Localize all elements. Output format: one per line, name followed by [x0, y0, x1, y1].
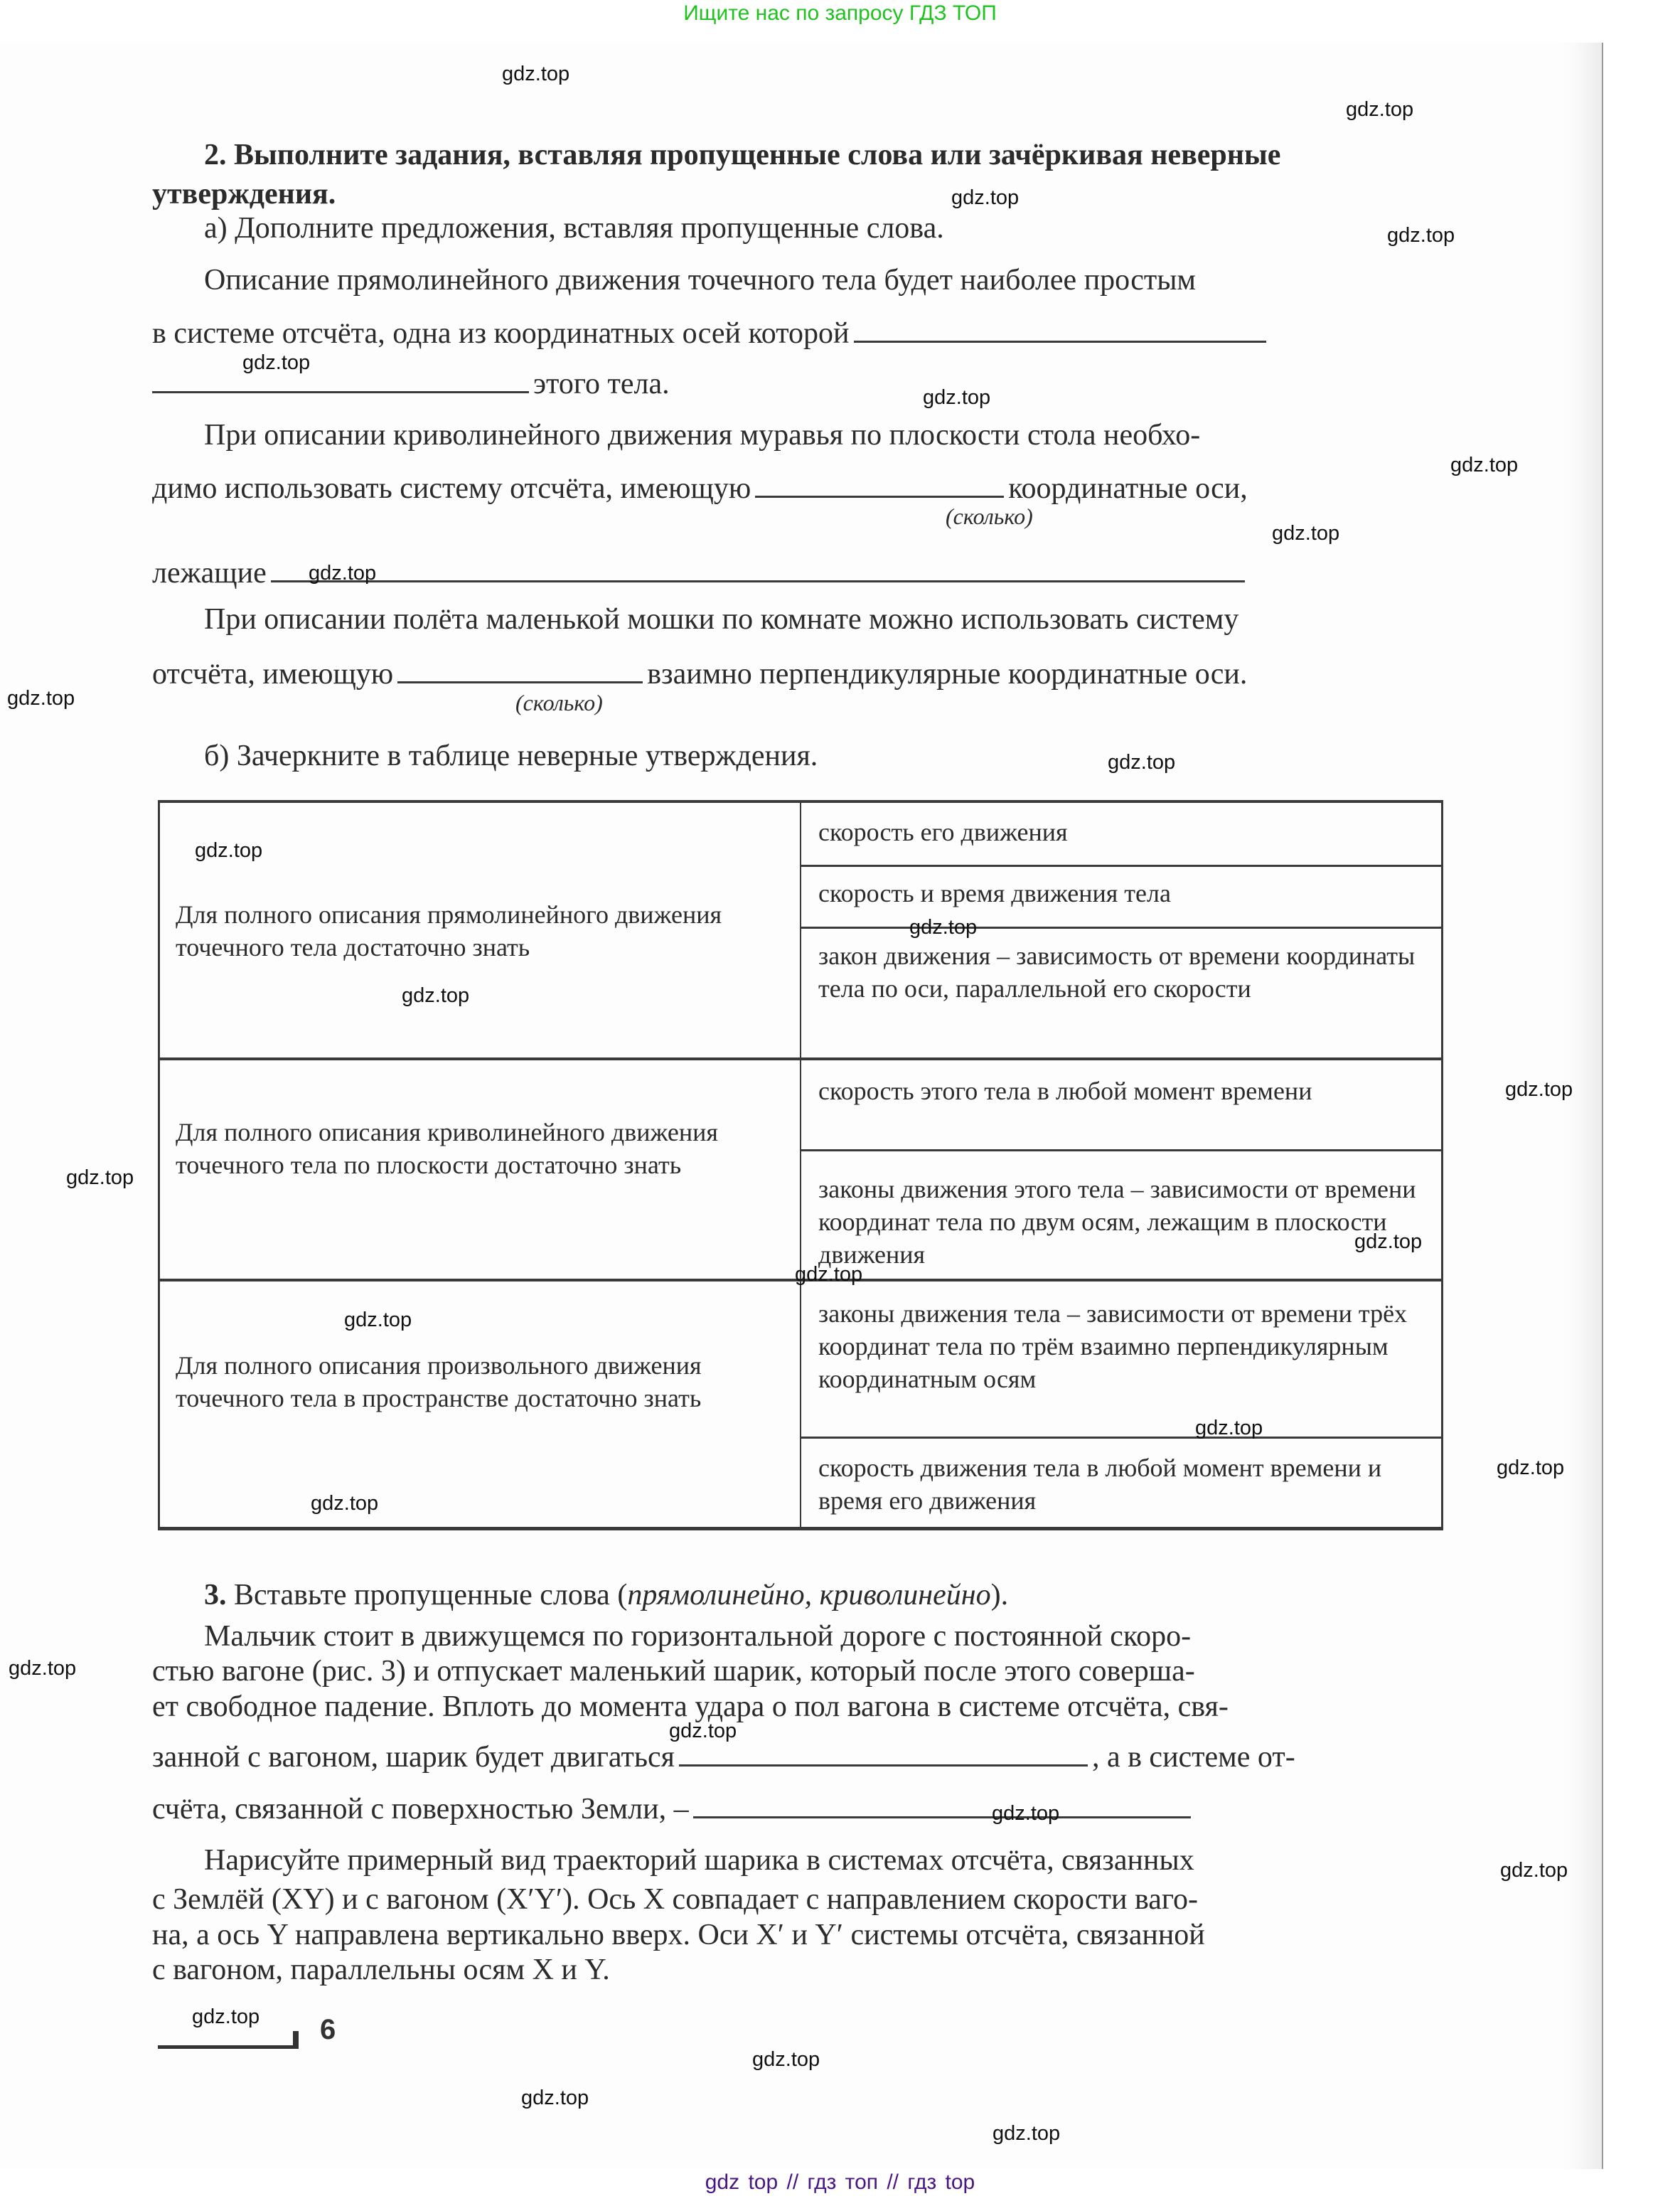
watermark: gdz.top	[502, 63, 570, 85]
watermark: gdz.top	[992, 1802, 1060, 1825]
watermark: gdz.top	[1108, 751, 1176, 774]
answer-blank-axis[interactable]	[854, 316, 1266, 343]
task3-line2: стью вагоне (рис. 3) и отпускает маленький шарик, который после этого соверша-	[152, 1655, 1195, 1688]
table-subrow-divider	[800, 1437, 1441, 1439]
watermark: gdz.top	[7, 687, 75, 710]
watermark: gdz.top	[402, 984, 470, 1007]
table-row-statement: Для полного описания произвольного движения точечного тела в пространстве достаточно знать	[176, 1351, 702, 1412]
task2-title-line2: утверждения.	[152, 178, 336, 211]
watermark: gdz.top	[1387, 224, 1455, 247]
bottom-banner: gdz top // гдз топ // гдз top	[705, 2170, 975, 2194]
hint-how-many-2: (сколько)	[515, 690, 603, 715]
p1-line3: этого тела.	[152, 367, 670, 401]
answer-blank-lying[interactable]	[271, 556, 1245, 582]
watermark: gdz.top	[1450, 454, 1519, 476]
watermark: gdz.top	[795, 1263, 863, 1286]
table-subrow-divider	[800, 927, 1441, 929]
task3-number: 3.	[204, 1579, 227, 1611]
table-option[interactable]: скорость его движения	[818, 818, 1068, 846]
task3-draw-line4: с вагоном, параллельны осям X и Y.	[152, 1954, 610, 1986]
watermark: gdz.top	[66, 1166, 134, 1189]
watermark: gdz.top	[9, 1657, 77, 1680]
task3-draw-line1: Нарисуйте примерный вид траекторий шарика в системах отсчёта, связанных	[204, 1844, 1194, 1877]
table-option[interactable]: законы движения тела – зависимости от времени трёх координат тела по трём взаимно перпендикулярным координатным осям	[818, 1299, 1408, 1393]
watermark: gdz.top	[1272, 522, 1340, 545]
watermark: gdz.top	[195, 839, 263, 862]
table-row-statement: Для полного описания прямолинейного движения точечного тела достаточно знать	[176, 900, 722, 961]
p3-line1: При описании полёта маленькой мошки по комнате можно использовать систему	[204, 603, 1239, 636]
task3-draw-line3: на, а ось Y направлена вертикально вверх. Оси X′ и Y′ системы отсчёта, связанной	[152, 1919, 1205, 1951]
answer-blank-count-2d[interactable]	[755, 471, 1004, 498]
task2-part-b: б) Зачеркните в таблице неверные утверждения.	[204, 740, 818, 772]
page-number: 6	[320, 2014, 336, 2045]
watermark: gdz.top	[1195, 1417, 1263, 1439]
p1-line1: Описание прямолинейного движения точечного тела будет наиболее простым	[204, 264, 1197, 297]
table-option[interactable]: закон движения – зависимость от времени координаты тела по оси, параллельной его скорости	[818, 942, 1416, 1003]
watermark: gdz.top	[1500, 1859, 1568, 1882]
p1-line2: в системе отсчёта, одна из координатных осей которой	[152, 316, 1270, 351]
watermark: gdz.top	[1505, 1078, 1573, 1101]
answer-blank-wagon-frame[interactable]	[679, 1740, 1088, 1767]
table-option[interactable]: скорость этого тела в любой момент времени	[818, 1077, 1312, 1105]
watermark: gdz.top	[309, 562, 377, 585]
watermark: gdz.top	[1354, 1230, 1423, 1253]
watermark: gdz.top	[344, 1309, 412, 1331]
p2-line3: лежащие	[152, 556, 1249, 590]
table-row-divider	[160, 1057, 1441, 1060]
page-number-tick	[293, 2031, 299, 2049]
task3-line1: Мальчик стоит в движущемся по горизонтальной дороге с постоянной скоро-	[204, 1620, 1192, 1653]
watermark: gdz.top	[1346, 98, 1414, 121]
top-banner: Ищите нас по запросу ГДЗ ТОП	[683, 1, 997, 25]
table-column-divider	[800, 803, 801, 1527]
hint-how-many: (сколько)	[946, 503, 1033, 529]
watermark: gdz.top	[993, 2122, 1061, 2145]
task2-title-line1: 2. Выполните задания, вставляя пропущенные слова или зачёркивая неверные	[204, 139, 1281, 171]
watermark: gdz.top	[192, 2005, 260, 2028]
p2-line2: димо использовать систему отсчёта, имеющую координатные оси,	[152, 472, 1248, 505]
table-row-statement: Для полного описания криволинейного движения точечного тела по плоскости достаточно знать	[176, 1118, 718, 1179]
watermark: gdz.top	[752, 2048, 820, 2071]
watermark: gdz.top	[909, 916, 978, 939]
page-number-rule	[158, 2045, 297, 2049]
table-option[interactable]: скорость и время движения тела	[818, 879, 1171, 907]
table-option[interactable]: законы движения этого тела – зависимости от времени координат тела по двум осям, лежащим в плоскости движения	[818, 1175, 1416, 1269]
answer-blank-count-3d[interactable]	[397, 657, 643, 683]
task2-number: 2.	[204, 139, 227, 171]
p3-line2: отсчёта, имеющую взаимно перпендикулярные координатные оси.	[152, 658, 1248, 691]
watermark: gdz.top	[669, 1720, 737, 1742]
watermark: gdz.top	[521, 2087, 589, 2109]
task3-draw-line2: с Землёй (XY) и с вагоном (X′Y′). Ось X совпадает с направлением скорости ваго-	[152, 1883, 1199, 1916]
watermark: gdz.top	[951, 186, 1020, 209]
watermark: gdz.top	[923, 386, 991, 409]
p2-line1: При описании криволинейного движения муравья по плоскости стола необхо-	[204, 419, 1201, 452]
task3-line3: ет свободное падение. Вплоть до момента удара о пол вагона в системе отсчёта, свя-	[152, 1690, 1229, 1723]
answer-blank-earth-frame[interactable]	[693, 1792, 1191, 1818]
watermark: gdz.top	[1497, 1456, 1565, 1479]
task3-line4: занной с вагоном, шарик будет двигаться , а в системе от-	[152, 1741, 1295, 1774]
table-subrow-divider	[800, 1149, 1441, 1151]
task3-line5: счёта, связанной с поверхностью Земли, –	[152, 1792, 1195, 1826]
table-subrow-divider	[800, 865, 1441, 867]
task2-part-a: а) Дополните предложения, вставляя пропущенные слова.	[204, 212, 944, 245]
watermark: gdz.top	[242, 351, 311, 374]
watermark: gdz.top	[311, 1492, 379, 1515]
answer-blank-axis-cont[interactable]	[152, 367, 529, 393]
table-option[interactable]: скорость движения тела в любой момент времени и время его движения	[818, 1454, 1382, 1515]
task3-title: 3. Вставьте пропущенные слова (прямолинейно, криволинейно).	[204, 1579, 1009, 1611]
